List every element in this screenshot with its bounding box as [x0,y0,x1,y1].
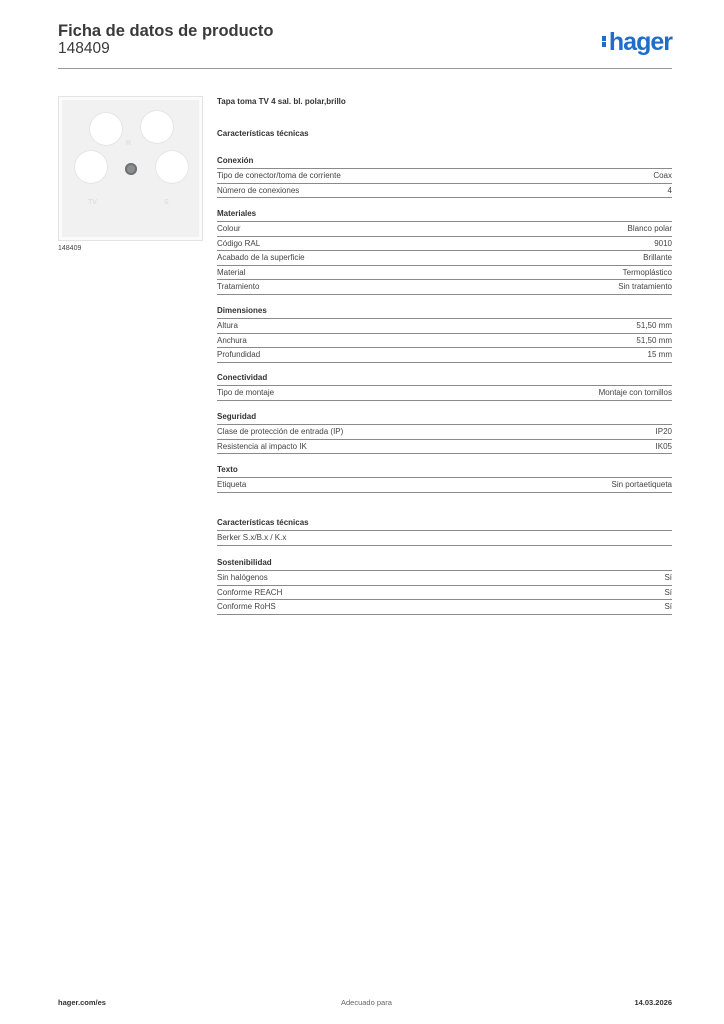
spec-value: 51,50 mm [636,321,672,331]
section-sostenibilidad [217,556,672,615]
section-title: Características técnicas [217,516,672,531]
socket-hole [89,112,123,146]
spec-row [217,251,672,266]
section-title: Materiales [217,207,672,222]
spec-value: Coax [653,171,672,181]
spec-label: Berker S.x/B.x / K.x [217,533,287,543]
cover-plate-illustration [62,100,199,237]
spec-value: 4 [667,185,672,195]
spec-label: Material [217,267,246,277]
spec-label: Sin halógenos [217,573,268,583]
spec-value: 9010 [654,238,672,248]
plate-label-s: S [164,199,169,206]
section-title: Conectividad [217,371,672,386]
section-title: Conexión [217,154,672,169]
spec-label: Etiqueta [217,480,247,490]
footer-note: Adecuado para [341,998,392,1007]
spec-label: Acabado de la superficie [217,253,305,263]
spec-row [217,600,672,615]
tech-heading [217,127,672,142]
spec-value: Blanco polar [627,224,672,234]
product-title: Tapa toma TV 4 sal. bl. polar,brillo [217,97,346,106]
footer-website: hager.com/es [58,998,106,1007]
section-title: Seguridad [217,410,672,425]
spec-label: Resistencia al impacto IK [217,441,307,451]
section-conectividad [217,371,672,401]
spec-label: Conforme RoHS [217,602,276,612]
spec-row [217,531,672,546]
spec-value: Brillante [643,253,672,263]
spec-row [217,319,672,334]
spec-row [217,280,672,295]
header-divider [58,68,672,69]
spec-label: Tipo de montaje [217,388,275,398]
spec-label: Código RAL [217,238,261,248]
spec-value: Sí [664,602,672,612]
spec-value: Montaje con tornillos [598,388,672,398]
section-title: Sostenibilidad [217,556,672,571]
page-title: Ficha de datos de producto [58,22,274,40]
section-title: Dimensiones [217,304,672,319]
section-dimensiones [217,304,672,363]
spec-value: 51,50 mm [636,335,672,345]
spec-value: Sí [664,587,672,597]
socket-hole [140,110,174,144]
logo-dots-icon [602,35,607,49]
section-conexion [217,154,672,198]
plate-label-r: R [126,140,132,147]
product-image [58,96,203,241]
section-seguridad [217,410,672,454]
spec-value: Sí [664,573,672,583]
footer-date: 14.03.2026 [634,998,672,1007]
spec-row [217,571,672,586]
section-caracteristicas [217,516,672,546]
spec-value: 15 mm [647,350,672,360]
spec-row [217,386,672,401]
plate-label-tv: TV [88,199,97,206]
spec-label: Profundidad [217,350,261,360]
spec-row [217,237,672,252]
spec-row [217,334,672,349]
logo-text: hager [608,28,672,56]
section-title: Características técnicas [217,129,309,138]
section-materiales [217,207,672,295]
section-title: Texto [217,463,672,478]
screw-icon [125,163,137,175]
spec-row [217,586,672,601]
spec-label: Colour [217,224,241,234]
spec-value: IK05 [655,441,672,451]
spec-row [217,169,672,184]
spec-label: Número de conexiones [217,185,300,195]
spec-row [217,440,672,455]
spec-label: Tratamiento [217,282,260,292]
spec-value: Sin portaetiqueta [611,480,672,490]
socket-hole [74,150,108,184]
image-caption: 148409 [58,245,82,252]
spec-value: Sin tratamiento [618,282,672,292]
spec-row [217,222,672,237]
product-code: 148409 [58,40,110,57]
spec-label: Clase de protección de entrada (IP) [217,427,344,437]
section-texto [217,463,672,493]
spec-value: Termoplástico [622,267,672,277]
spec-label: Altura [217,321,238,331]
spec-label: Anchura [217,335,247,345]
socket-hole [155,150,189,184]
spec-row [217,425,672,440]
spec-value: IP20 [655,427,672,437]
spec-row [217,348,672,363]
spec-row [217,266,672,281]
hager-logo [602,28,672,57]
spec-row [217,184,672,199]
spec-row [217,478,672,493]
spec-label: Tipo de conector/toma de corriente [217,171,341,181]
spec-label: Conforme REACH [217,587,283,597]
